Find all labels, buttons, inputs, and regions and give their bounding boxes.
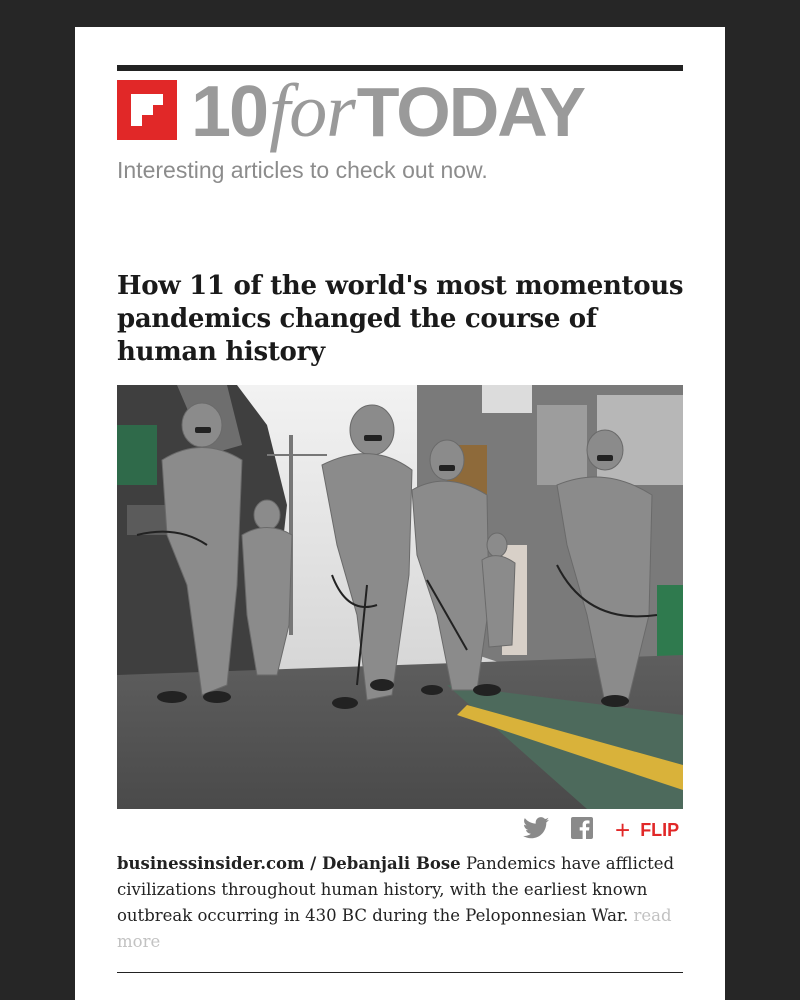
article-summary-text: Pandemics have afflicted civilizations throughout human history, with the earliest known outbreak occurring in 430 BC during the Peloponnesian War. xyxy=(117,854,675,925)
facebook-icon[interactable] xyxy=(571,817,593,844)
brand-for: for xyxy=(269,69,355,153)
twitter-icon[interactable] xyxy=(523,817,549,844)
newsletter-card xyxy=(75,27,725,1000)
plus-icon: + xyxy=(615,815,631,845)
brand-title xyxy=(191,71,584,151)
article-summary xyxy=(117,851,683,955)
photo-illustration xyxy=(117,385,683,809)
brand-number: 10 xyxy=(191,72,268,152)
flipboard-logo-icon[interactable] xyxy=(117,80,177,140)
flip-button[interactable] xyxy=(615,815,680,845)
article-source[interactable]: businessinsider.com / Debanjali Bose xyxy=(117,854,461,873)
bottom-divider xyxy=(117,972,683,973)
share-bar xyxy=(523,817,679,843)
article-title[interactable]: How 11 of the world's most momentous pandemics changed the course of human history xyxy=(117,271,684,367)
read-more-link[interactable]: read more xyxy=(117,906,672,951)
tagline: Interesting articles to check out now. xyxy=(117,157,488,183)
brand-today: TODAY xyxy=(356,73,585,151)
article-image[interactable] xyxy=(117,385,683,809)
flip-label: FLIP xyxy=(640,819,680,840)
